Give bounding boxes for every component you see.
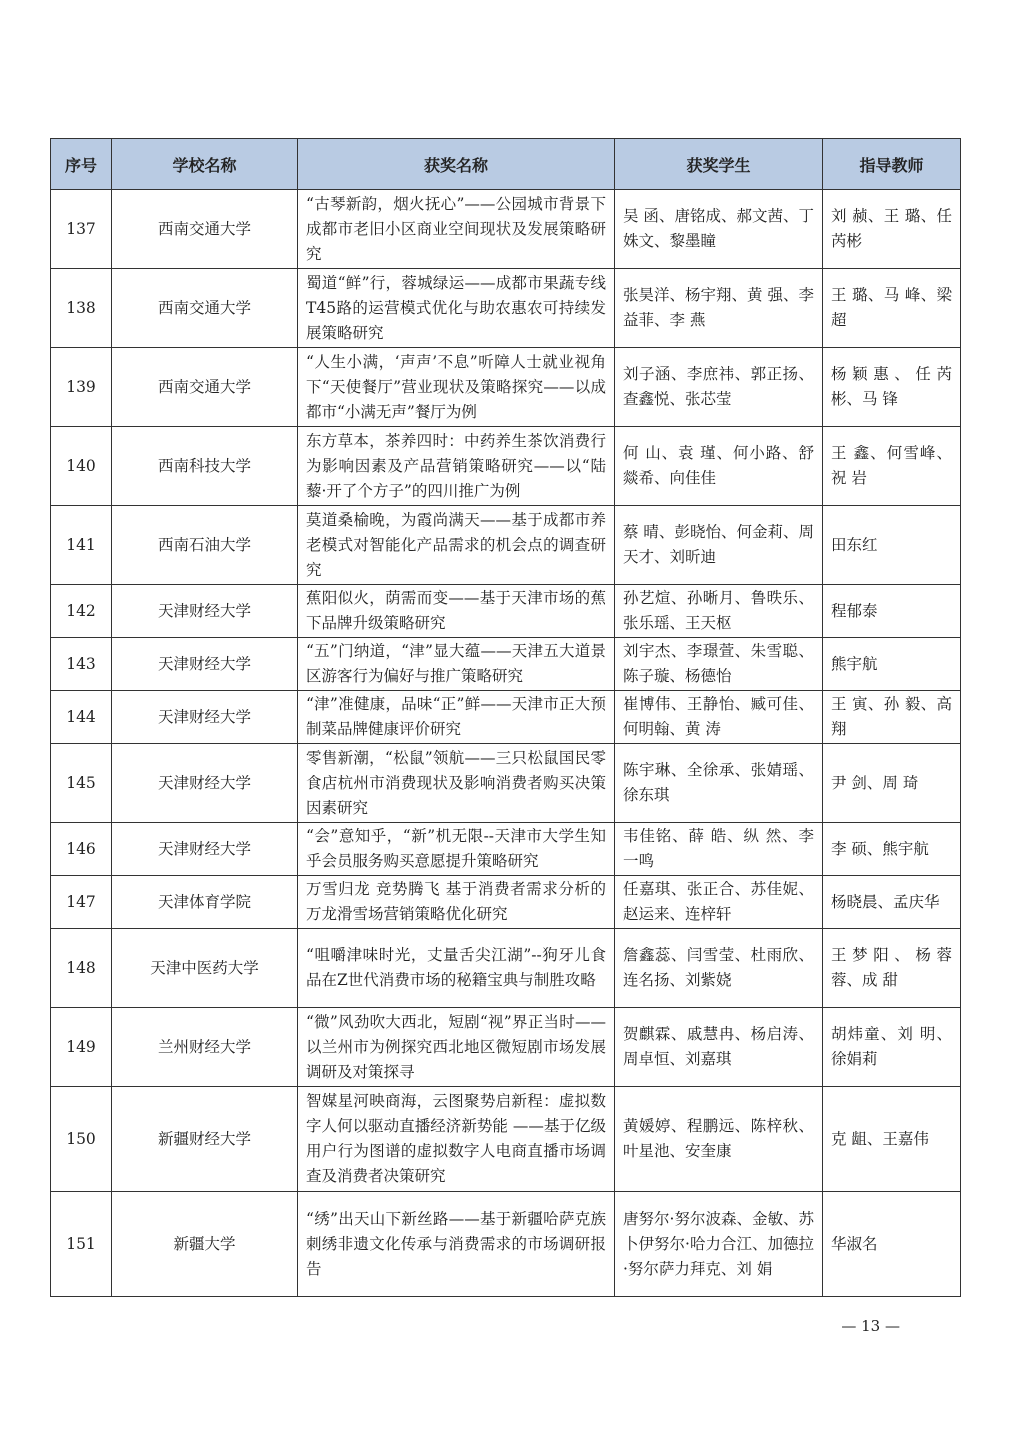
header-title: 获奖名称 — [298, 139, 615, 190]
table-row — [51, 638, 961, 691]
cell-school: 天津财经大学 — [112, 691, 298, 744]
table-row — [51, 585, 961, 638]
cell-school: 新疆大学 — [112, 1192, 298, 1297]
table-row — [51, 427, 961, 506]
cell-title: 蕉阳似火，荫需而变——基于天津市场的蕉下品牌升级策略研究 — [298, 585, 615, 638]
cell-title: “人生小满，‘声声’不息”听障人士就业视角下“天使餐厅”营业现状及策略探究——以成都市“小满无声”餐厅为例 — [298, 348, 615, 427]
cell-no: 137 — [51, 190, 112, 269]
cell-students: 陈宇琳、全徐承、张婧瑶、徐东琪 — [615, 744, 823, 823]
cell-no: 143 — [51, 638, 112, 691]
cell-title: “津”准健康，品味“正”鲜——天津市正大预制菜品牌健康评价研究 — [298, 691, 615, 744]
cell-school: 西南科技大学 — [112, 427, 298, 506]
table-row — [51, 876, 961, 929]
table-row — [51, 269, 961, 348]
cell-no: 146 — [51, 823, 112, 876]
table-row — [51, 1087, 961, 1192]
cell-title: “会”意知乎，“新”机无限--天津市大学生知乎会员服务购买意愿提升策略研究 — [298, 823, 615, 876]
cell-title: 智媒星河映商海，云图聚势启新程：虚拟数字人何以驱动直播经济新势能 ——基于亿级用户行为图谱的虚拟数字人电商直播市场调查及消费者决策研究 — [298, 1087, 615, 1192]
cell-title: “五”门纳道，“津”显大蕴——天津五大道景区游客行为偏好与推广策略研究 — [298, 638, 615, 691]
cell-school: 天津财经大学 — [112, 585, 298, 638]
cell-teachers: 王梦阳、杨蓉蓉、成 甜 — [823, 929, 961, 1008]
cell-title: 蜀道“鲜”行，蓉城绿运——成都市果蔬专线T45路的运营模式优化与助农惠农可持续发展策略研究 — [298, 269, 615, 348]
cell-no: 141 — [51, 506, 112, 585]
cell-students: 崔博伟、王静怡、臧可佳、何明翰、黄 涛 — [615, 691, 823, 744]
table-header-row — [51, 139, 961, 190]
cell-teachers: 杨晓晨、孟庆华 — [823, 876, 961, 929]
cell-title: “咀嚼津味时光，丈量舌尖江湖”--狗牙儿食品在Z世代消费市场的秘籍宝典与制胜攻略 — [298, 929, 615, 1008]
cell-school: 西南交通大学 — [112, 190, 298, 269]
table-row — [51, 190, 961, 269]
cell-school: 西南石油大学 — [112, 506, 298, 585]
cell-no: 144 — [51, 691, 112, 744]
header-teachers: 指导教师 — [823, 139, 961, 190]
cell-students: 张昊洋、杨宇翔、黄 强、李益菲、李 燕 — [615, 269, 823, 348]
cell-teachers: 李 硕、熊宇航 — [823, 823, 961, 876]
cell-no: 140 — [51, 427, 112, 506]
cell-school: 天津中医药大学 — [112, 929, 298, 1008]
table-row — [51, 929, 961, 1008]
cell-school: 天津财经大学 — [112, 823, 298, 876]
cell-teachers: 克 龃、王嘉伟 — [823, 1087, 961, 1192]
header-no: 序号 — [51, 139, 112, 190]
cell-no: 139 — [51, 348, 112, 427]
table-row — [51, 1192, 961, 1297]
cell-school: 天津财经大学 — [112, 744, 298, 823]
cell-students: 韦佳铭、薛 皓、纵 然、李一鸣 — [615, 823, 823, 876]
cell-title: “绣”出天山下新丝路——基于新疆哈萨克族刺绣非遗文化传承与消费需求的市场调研报告 — [298, 1192, 615, 1297]
cell-students: 詹鑫蕊、闫雪莹、杜雨欣、连名扬、刘紫娆 — [615, 929, 823, 1008]
table-row — [51, 823, 961, 876]
cell-teachers: 程郁泰 — [823, 585, 961, 638]
cell-no: 147 — [51, 876, 112, 929]
cell-teachers: 王 寅、孙 毅、高 翔 — [823, 691, 961, 744]
cell-no: 150 — [51, 1087, 112, 1192]
cell-no: 138 — [51, 269, 112, 348]
cell-title: 零售新潮，“松鼠”领航——三只松鼠国民零食店杭州市消费现状及影响消费者购买决策因素研究 — [298, 744, 615, 823]
cell-school: 天津体育学院 — [112, 876, 298, 929]
cell-students: 蔡 晴、彭晓怡、何金莉、周天才、刘昕迪 — [615, 506, 823, 585]
cell-no: 151 — [51, 1192, 112, 1297]
cell-title: 东方草本，茶养四时：中药养生茶饮消费行为影响因素及产品营销策略研究——以“陆藜·开了个方子”的四川推广为例 — [298, 427, 615, 506]
cell-teachers: 杨颖惠、任芮彬、马 锋 — [823, 348, 961, 427]
page-number: — 13 — — [841, 1317, 900, 1335]
cell-students: 刘宇杰、李璟萱、朱雪聪、陈子璇、杨德怡 — [615, 638, 823, 691]
cell-school: 西南交通大学 — [112, 269, 298, 348]
header-school: 学校名称 — [112, 139, 298, 190]
cell-school: 兰州财经大学 — [112, 1008, 298, 1087]
cell-no: 145 — [51, 744, 112, 823]
cell-students: 黄媛婷、程鹏远、陈梓秋、叶星池、安奎康 — [615, 1087, 823, 1192]
cell-school: 新疆财经大学 — [112, 1087, 298, 1192]
cell-teachers: 田东红 — [823, 506, 961, 585]
cell-teachers: 王 鑫、何雪峰、祝 岩 — [823, 427, 961, 506]
cell-students: 任嘉琪、张正合、苏佳妮、赵运来、连梓轩 — [615, 876, 823, 929]
cell-title: “微”风劲吹大西北，短剧“视”界正当时——以兰州市为例探究西北地区微短剧市场发展调研及对策探寻 — [298, 1008, 615, 1087]
cell-teachers: 刘 赪、王 璐、任芮彬 — [823, 190, 961, 269]
cell-title: 万雪归龙 竞势腾飞 基于消费者需求分析的万龙滑雪场营销策略优化研究 — [298, 876, 615, 929]
table-row — [51, 691, 961, 744]
cell-teachers: 尹 剑、周 琦 — [823, 744, 961, 823]
cell-school: 西南交通大学 — [112, 348, 298, 427]
table-row — [51, 506, 961, 585]
cell-students: 贺麒霖、戚慧冉、杨启涛、周卓恒、刘嘉琪 — [615, 1008, 823, 1087]
header-students: 获奖学生 — [615, 139, 823, 190]
cell-teachers: 熊宇航 — [823, 638, 961, 691]
cell-no: 142 — [51, 585, 112, 638]
table-row — [51, 744, 961, 823]
cell-students: 何 山、袁 瑾、何小路、舒燚希、向佳佳 — [615, 427, 823, 506]
cell-students: 刘子涵、李庶祎、郭正扬、查鑫悦、张芯莹 — [615, 348, 823, 427]
cell-students: 吴 函、唐铭成、郝文茜、丁姝文、黎墨瞳 — [615, 190, 823, 269]
cell-teachers: 王 璐、马 峰、梁 超 — [823, 269, 961, 348]
cell-title: 莫道桑榆晚，为霞尚满天——基于成都市养老模式对智能化产品需求的机会点的调查研究 — [298, 506, 615, 585]
table-row — [51, 348, 961, 427]
cell-students: 孙艺煊、孙晰月、鲁昳乐、张乐瑶、王天枢 — [615, 585, 823, 638]
cell-teachers: 华淑名 — [823, 1192, 961, 1297]
cell-teachers: 胡炜童、刘 明、徐娟莉 — [823, 1008, 961, 1087]
table-row — [51, 1008, 961, 1087]
cell-no: 149 — [51, 1008, 112, 1087]
cell-school: 天津财经大学 — [112, 638, 298, 691]
awards-table — [50, 138, 961, 1297]
cell-title: “古琴新韵，烟火抚心”——公园城市背景下成都市老旧小区商业空间现状及发展策略研究 — [298, 190, 615, 269]
cell-students: 唐努尔·努尔波森、金敏、苏卜伊努尔·哈力合江、加德拉·努尔萨力拜克、刘 娟 — [615, 1192, 823, 1297]
cell-no: 148 — [51, 929, 112, 1008]
